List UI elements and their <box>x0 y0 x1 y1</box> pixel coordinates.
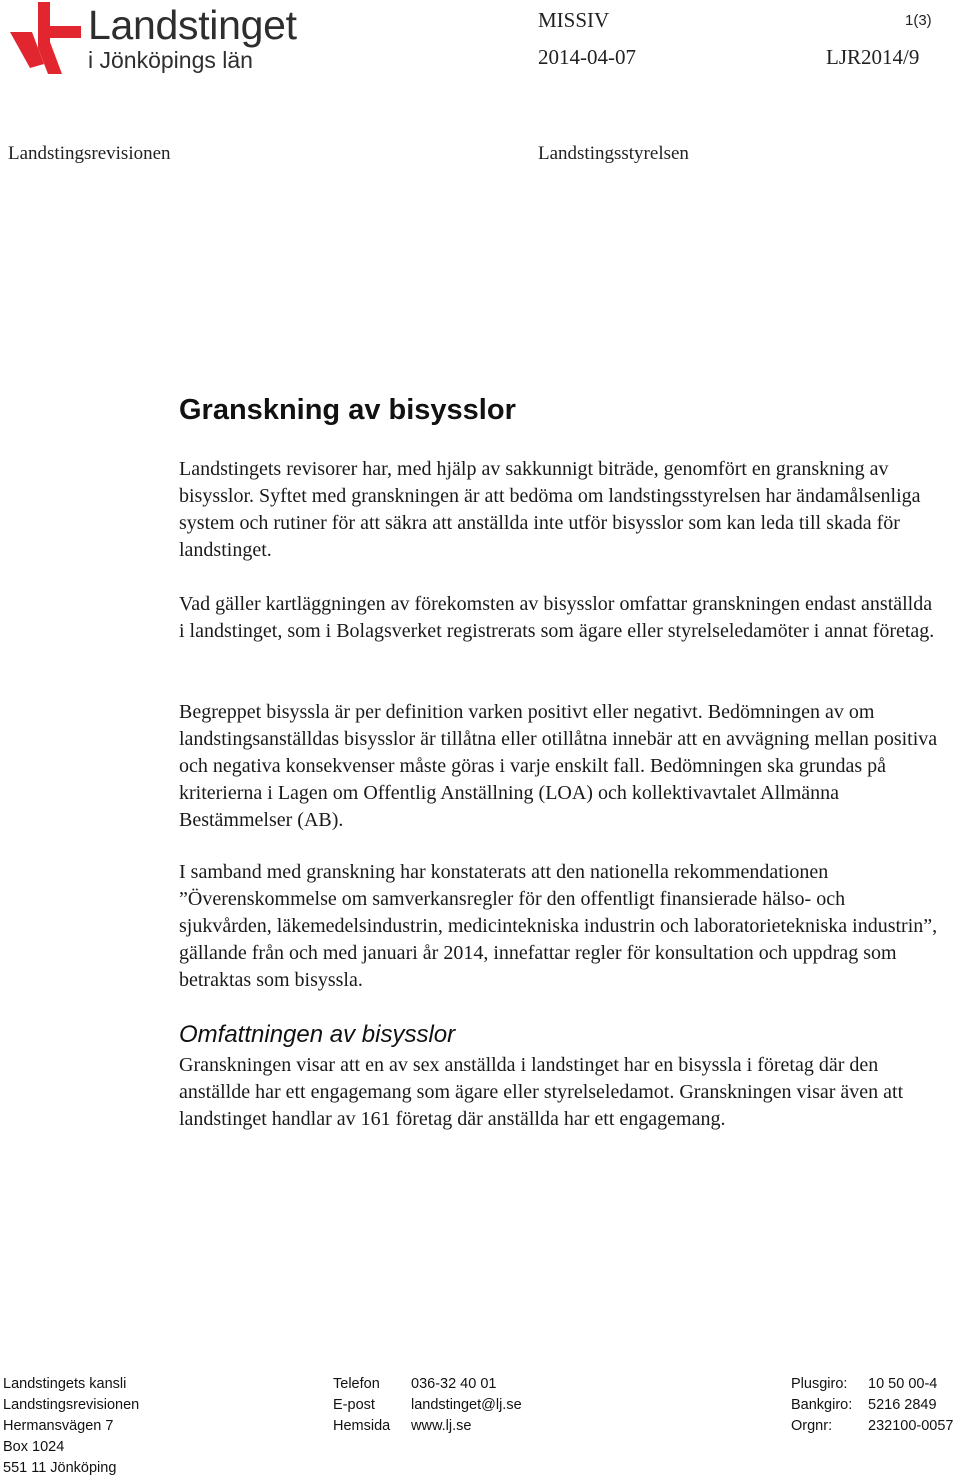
landstinget-logo <box>8 2 318 74</box>
paragraph-scope: Vad gäller kartläggningen av förekomsten av bisysslor omfattar granskningen endast anställda i landstinget, som i Bolagsverket registrerats som ägare eller styrelseledamöter i annat företag. <box>179 593 935 642</box>
sender: Landstingsrevisionen <box>8 143 171 164</box>
footer-email-label: E-post <box>333 1397 375 1413</box>
footer-bankgiro: 5216 2849 <box>868 1397 937 1413</box>
landstinget-logo-mark-icon <box>8 2 84 74</box>
page-title: Granskning av bisysslor <box>179 394 516 426</box>
recipient: Landstingsstyrelsen <box>538 143 689 164</box>
footer-payment-labels <box>791 1374 852 1437</box>
doc-type: MISSIV <box>538 8 610 32</box>
paragraph-definition: Begreppet bisyssla är per definition varken positivt eller negativt. Bedömningen av om landstingsanställdas bisysslor är tillåtna eller otillåtna innebär att en avvägning mellan positiva och negativa konsekvenser måste göras i varje enskilt fall. Bedömningen ska grundas på kriterierna i Lagen om Offentlig Anställning (LOA) och kollektivavtalet Allmänna Bestämmelser (AB). <box>179 701 938 831</box>
footer-address <box>3 1374 139 1479</box>
page-number: 1(3) <box>905 12 932 29</box>
footer-address-line: Hermansvägen 7 <box>3 1418 114 1434</box>
footer-address-line: 551 11 Jönköping <box>3 1460 117 1476</box>
footer-phone-label: Telefon <box>333 1376 380 1392</box>
footer-plusgiro: 10 50 00-4 <box>868 1376 938 1392</box>
footer-payment-values <box>868 1374 953 1437</box>
footer-address-line: Box 1024 <box>3 1439 65 1455</box>
footer-orgnr: 232100-0057 <box>868 1418 954 1434</box>
footer-contact-values <box>411 1374 522 1437</box>
footer-email-link[interactable]: landstinget@lj.se <box>411 1397 522 1413</box>
footer-bankgiro-label: Bankgiro: <box>791 1397 853 1413</box>
footer-website-label: Hemsida <box>333 1418 391 1434</box>
paragraph-recommendation: I samband med granskning har konstaterats att den nationella rekommendationen ”Överenskommelse om samverkansregler för den offentligt finansierade hälso- och sjukvården, läkemedelsindustrin, medicintekniska industrin och laboratorietekniska industrin”, gällande från och med januari år 2014, innefattar regler för konsultation och uppdrag som betraktas som bisyssla. <box>179 861 938 991</box>
paragraph-findings: Granskningen visar att en av sex anställda i landstinget har en bisyssla i företag där den anställde har ett engagemang som ägare eller styrelseledamot. Granskningen visar även att landstinget handlar av 161 företag där anställda har ett engagemang. <box>179 1054 904 1130</box>
logo-name: Landstinget <box>88 2 297 48</box>
paragraph-intro: Landstingets revisorer har, med hjälp av sakkunnigt biträde, genomfört en granskning av bisysslor. Syftet med granskningen är att bedöma om landstingsstyrelsen har ändamålsenliga system och rutiner för att säkra att anställda inte utför bisysslor som kan leda till skada för landstinget. <box>179 458 921 561</box>
doc-date: 2014-04-07 <box>538 45 636 69</box>
footer-plusgiro-label: Plusgiro: <box>791 1376 848 1392</box>
footer-orgnr-label: Orgnr: <box>791 1418 833 1434</box>
footer-address-line: Landstingets kansli <box>3 1376 127 1392</box>
doc-reference: LJR2014/9 <box>826 45 920 69</box>
logo-subtitle: i Jönköpings län <box>88 47 253 73</box>
footer-phone: 036-32 40 01 <box>411 1376 497 1392</box>
footer-website-link[interactable]: www.lj.se <box>411 1418 472 1434</box>
footer-address-line: Landstingsrevisionen <box>3 1397 140 1413</box>
footer-contact-labels <box>333 1374 390 1437</box>
section-heading: Omfattningen av bisysslor <box>179 1021 456 1048</box>
